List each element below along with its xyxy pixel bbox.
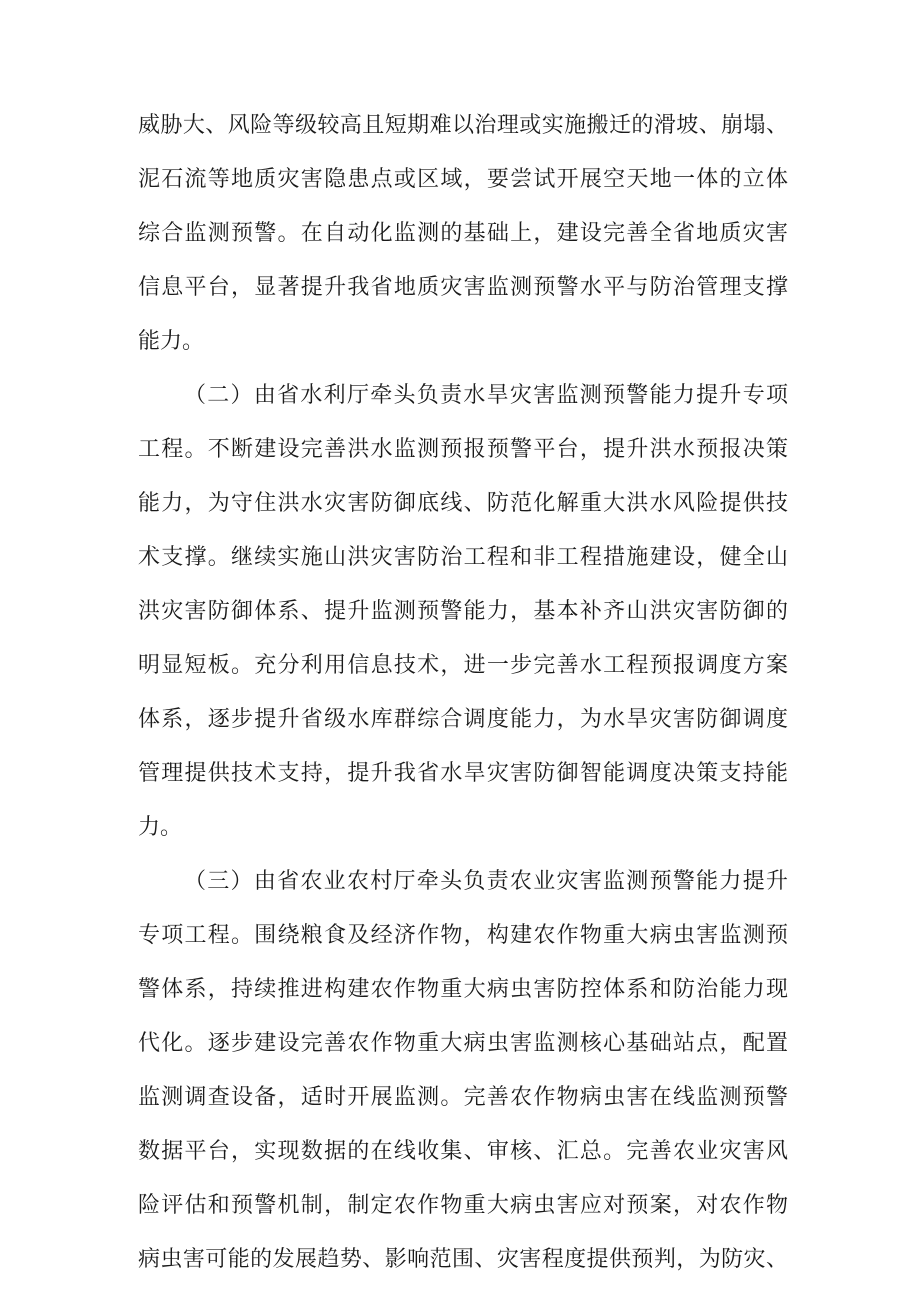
text-line: 力。 bbox=[138, 815, 183, 840]
paragraph-heading-line: （三）由省农业农村厅牵头负责农业灾害监测预警能力提升 bbox=[184, 869, 788, 894]
text-line: 专项工程。围绕粮食及经济作物，构建农作物重大病虫害监测预 bbox=[138, 923, 788, 948]
text-line: 警体系，持续推进构建农作物重大病虫害防控体系和防治能力现 bbox=[138, 977, 788, 1002]
text-line: 工程。不断建设完善洪水监测预报预警平台，提升洪水预报决策 bbox=[138, 437, 788, 462]
text-line: 威胁大、风险等级较高且短期难以治理或实施搬迁的滑坡、崩塌、 bbox=[138, 113, 788, 138]
text-line: 管理提供技术支持，提升我省水旱灾害防御智能调度决策支持能 bbox=[138, 761, 788, 786]
text-line: 能力，为守住洪水灾害防御底线、防范化解重大洪水风险提供技 bbox=[138, 491, 788, 516]
text-line: 监测调查设备，适时开展监测。完善农作物病虫害在线监测预警 bbox=[138, 1085, 788, 1110]
text-line: 明显短板。充分利用信息技术，进一步完善水工程预报调度方案 bbox=[138, 653, 788, 678]
text-line: 综合监测预警。在自动化监测的基础上，建设完善全省地质灾害 bbox=[138, 221, 788, 246]
text-line: 信息平台，显著提升我省地质灾害监测预警水平与防治管理支撑 bbox=[138, 275, 788, 300]
text-line: 泥石流等地质灾害隐患点或区域，要尝试开展空天地一体的立体 bbox=[138, 167, 788, 192]
text-line: 术支撑。继续实施山洪灾害防治工程和非工程措施建设，健全山 bbox=[138, 545, 788, 570]
text-line: 代化。逐步建设完善农作物重大病虫害监测核心基础站点，配置 bbox=[138, 1031, 788, 1056]
text-line: 数据平台，实现数据的在线收集、审核、汇总。完善农业灾害风 bbox=[138, 1139, 788, 1164]
text-line: 能力。 bbox=[138, 329, 205, 354]
paragraph-heading-line: （二）由省水利厅牵头负责水旱灾害监测预警能力提升专项 bbox=[184, 383, 788, 408]
text-line: 洪灾害防御体系、提升监测预警能力，基本补齐山洪灾害防御的 bbox=[138, 599, 788, 624]
text-line: 病虫害可能的发展趋势、影响范围、灾害程度提供预判，为防灾、 bbox=[138, 1247, 788, 1272]
text-line: 险评估和预警机制，制定农作物重大病虫害应对预案，对农作物 bbox=[138, 1193, 788, 1218]
text-line: 体系，逐步提升省级水库群综合调度能力，为水旱灾害防御调度 bbox=[138, 707, 788, 732]
